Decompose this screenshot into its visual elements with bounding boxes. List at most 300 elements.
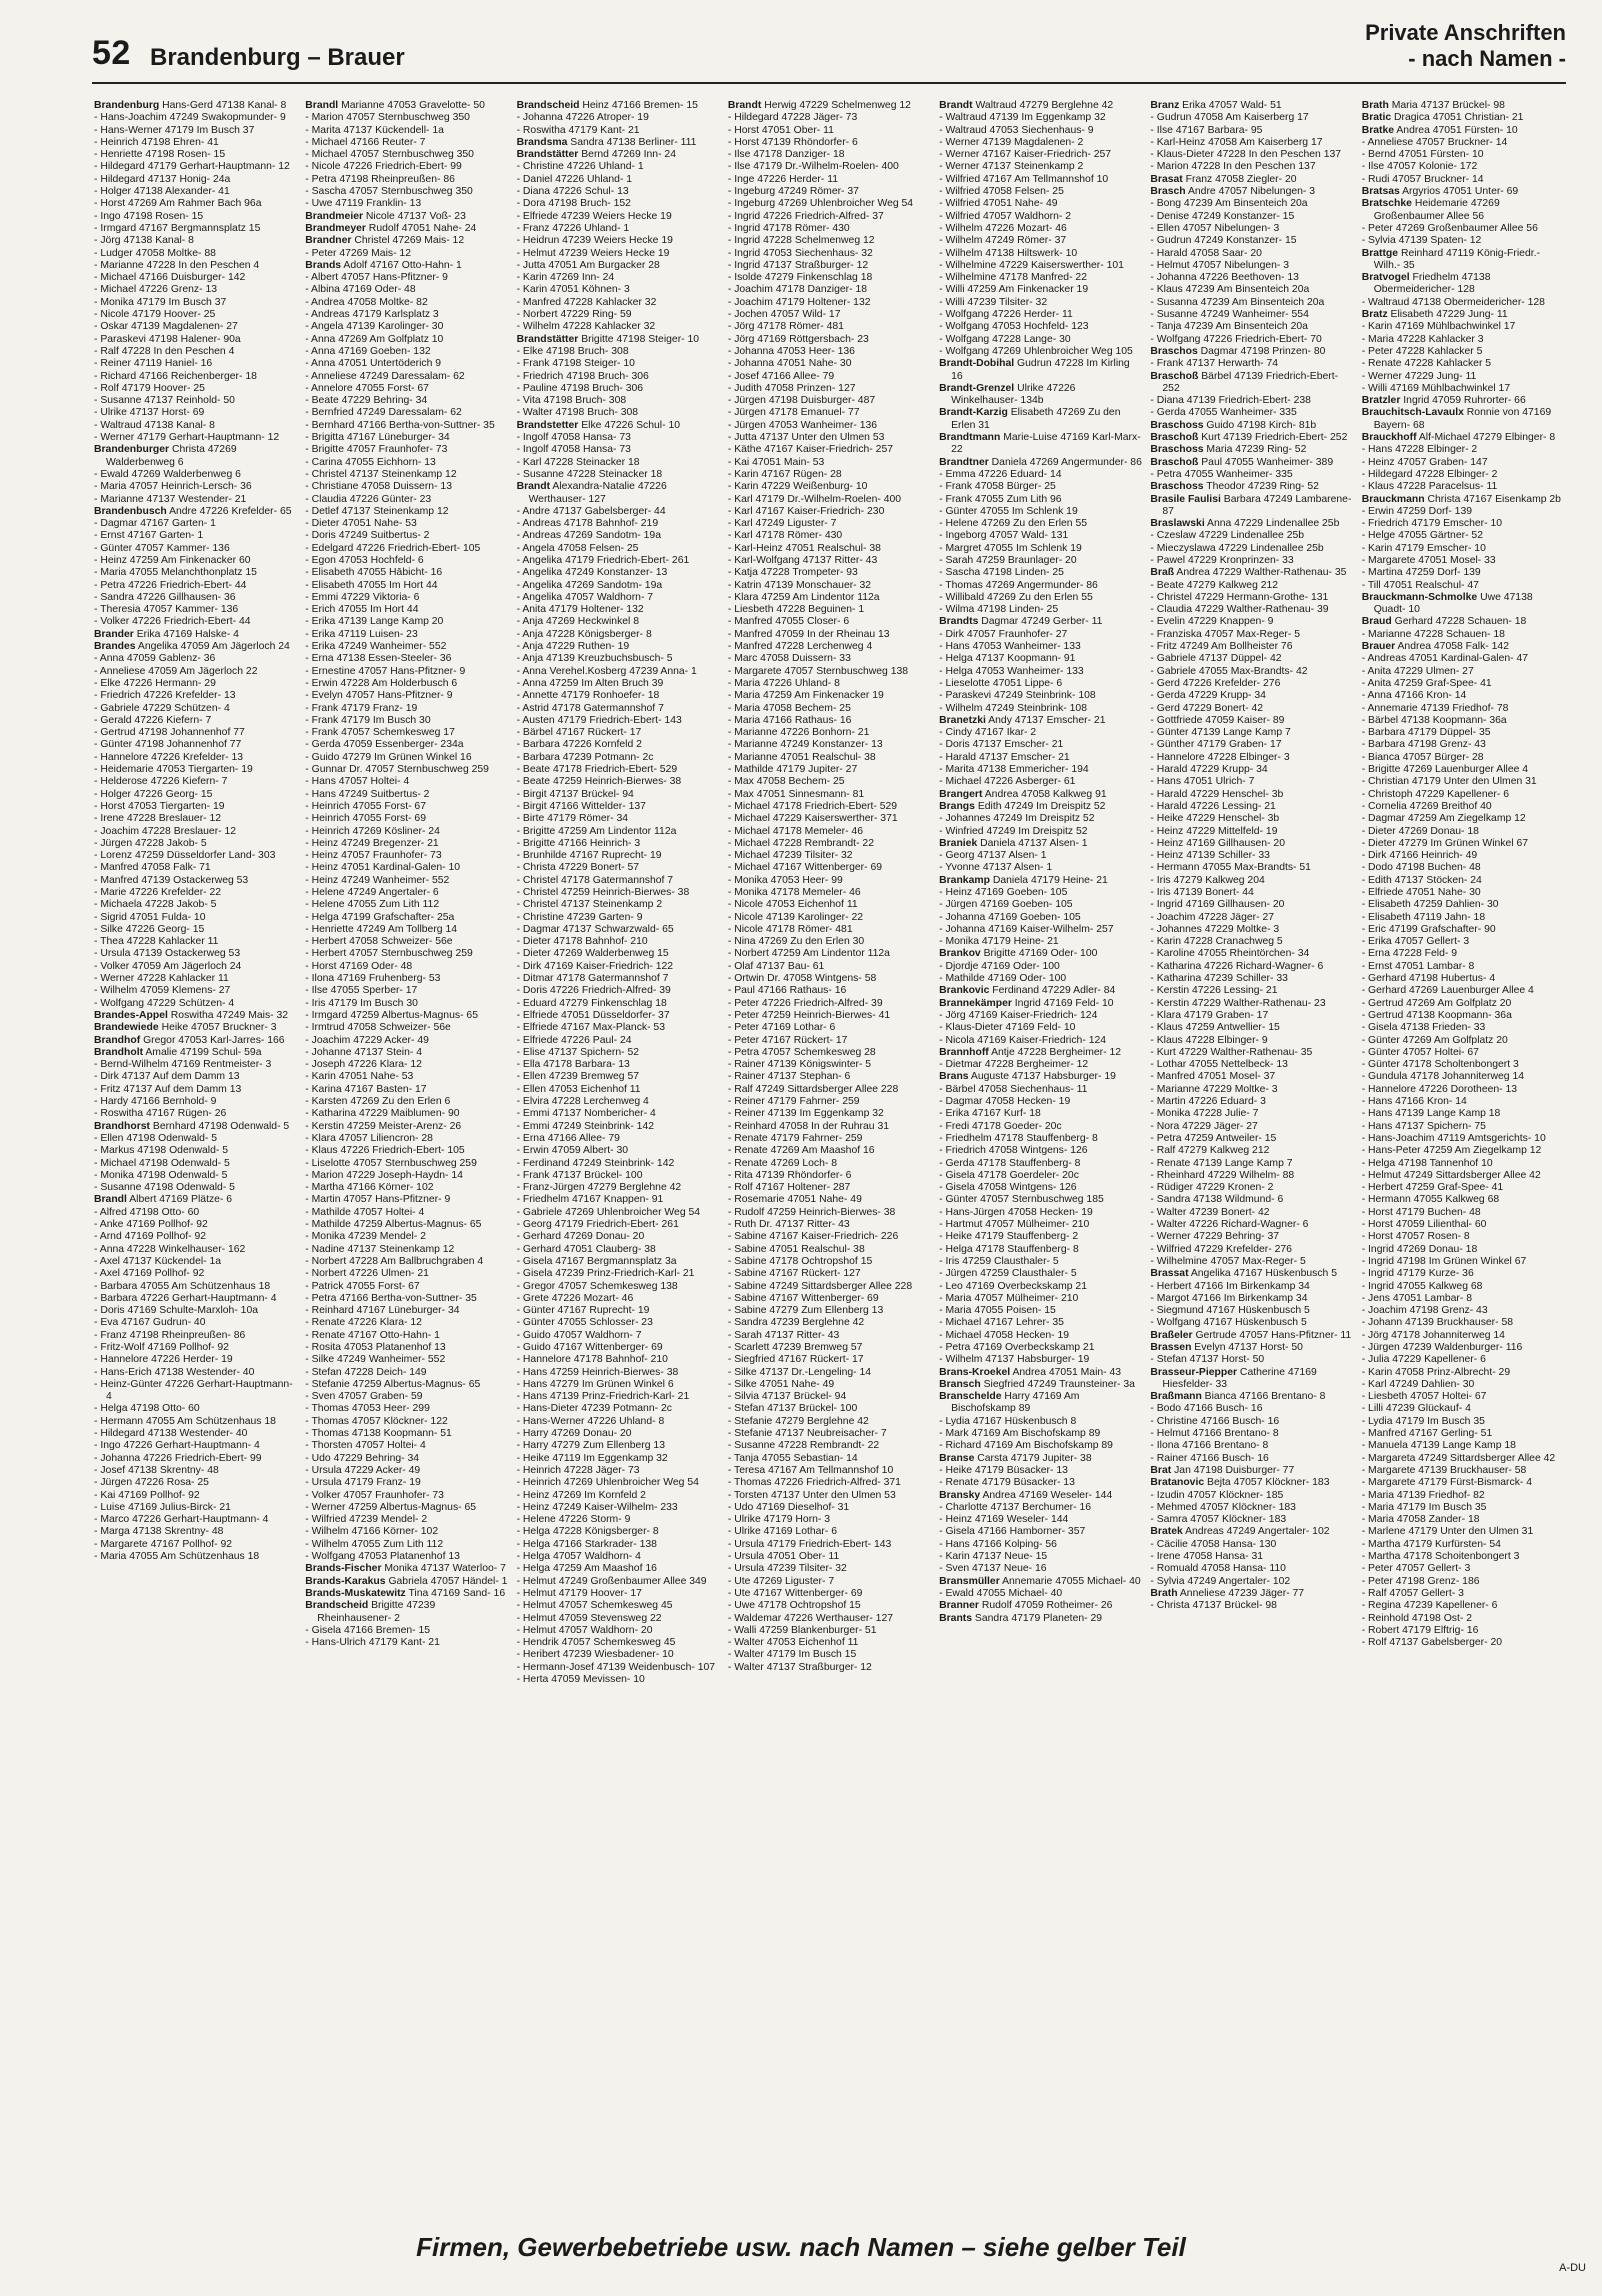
entry-text: Evelyn 47137 Horst- 50: [1191, 1341, 1303, 1353]
directory-entry: [94, 764, 298, 776]
directory-entry: [1150, 1317, 1354, 1329]
entry-text: - Maria 47058 Zander- 18: [1361, 1514, 1480, 1526]
directory-entry: [517, 223, 721, 235]
directory-entry: [517, 961, 721, 973]
entry-text: - Albina 47169 Oder- 48: [305, 284, 416, 296]
directory-entry: [939, 1502, 1143, 1514]
surname: Brangert: [939, 788, 983, 800]
directory-entry: [517, 420, 721, 432]
directory-entry: [1150, 395, 1354, 407]
directory-entry: [728, 125, 932, 137]
directory-entry: [1362, 715, 1566, 727]
directory-entry: [728, 395, 932, 407]
entry-text: - Wilhelm 47228 Kahlacker 32: [516, 321, 656, 333]
directory-entry: [1362, 1281, 1566, 1293]
entry-text: - Regina 47239 Kapellener- 6: [1361, 1600, 1498, 1612]
surname: Brankamp: [939, 874, 990, 886]
directory-entry: [517, 1588, 721, 1600]
entry-text: - Heinz 47249 Bregenzer- 21: [305, 837, 439, 849]
entry-text: - Djordje 47169 Oder- 100: [939, 960, 1060, 972]
entry-text: - Martina 47259 Dorf- 139: [1361, 567, 1481, 579]
entry-text: - Theresia 47057 Kammer- 136: [94, 604, 239, 616]
directory-entry: [1362, 1207, 1566, 1219]
entry-text: - Klaus 47228 Paracelsus- 11: [1361, 481, 1498, 493]
entry-text: - Mathilde 47169 Oder- 100: [939, 973, 1067, 985]
entry-text: - Thea 47228 Kahlacker 11: [94, 936, 219, 948]
directory-entry: [939, 407, 1143, 432]
directory-entry: [1362, 764, 1566, 776]
entry-text: - Hildegard 47138 Westender- 40: [94, 1428, 248, 1440]
entry-text: - Thomas 47057 Klöckner- 122: [305, 1415, 448, 1427]
entry-text: - Brigitte 47057 Fraunhofer- 73: [305, 444, 448, 456]
directory-entry: [1150, 813, 1354, 825]
directory-entry: [939, 727, 1143, 739]
entry-text: - Hannelore 47226 Krefelder- 13: [94, 751, 244, 763]
entry-text: - Rudolf 47259 Heinrich-Bierwes- 38: [727, 1206, 896, 1218]
entry-text: - Rudi 47057 Bruckner- 14: [1361, 173, 1484, 185]
directory-entry: [94, 112, 298, 124]
entry-text: - Sandra 47239 Berglehne 42: [727, 1317, 865, 1329]
directory-entry: [939, 1194, 1143, 1206]
directory-entry: [94, 100, 298, 112]
entry-text: - Herta 47059 Mevissen- 10: [516, 1674, 645, 1685]
directory-entry: [1150, 371, 1354, 396]
entry-text: Brigitte 47198 Steiger- 10: [578, 333, 700, 345]
entry-text: - Gerda 47178 Stauffenberg- 8: [939, 1157, 1081, 1169]
directory-entry: [1362, 752, 1566, 764]
directory-entry: [94, 309, 298, 321]
entry-text: - Marco 47226 Gerhart-Hauptmann- 4: [94, 1514, 269, 1526]
entry-text: - Roswitha 47179 Kant- 21: [516, 124, 640, 136]
directory-entry: [94, 395, 298, 407]
directory-entry: [728, 592, 932, 604]
entry-text: - Nicole 47139 Karolinger- 22: [727, 911, 863, 923]
directory-entry: [94, 739, 298, 751]
entry-text: - Manfred 47055 Closer- 6: [727, 616, 850, 628]
entry-text: - Bernhard 47166 Bertha-von-Suttner- 35: [305, 419, 495, 431]
entry-text: Daniela 47137 Alsen- 1: [977, 837, 1088, 849]
directory-entry: [517, 1367, 721, 1379]
directory-entry: [94, 1145, 298, 1157]
directory-entry: [1150, 1268, 1354, 1280]
directory-entry: [305, 334, 509, 346]
entry-text: - Richard 47169 Am Bischofskamp 89: [939, 1440, 1113, 1452]
directory-entry: [305, 371, 509, 383]
directory-entry: [1150, 653, 1354, 665]
entry-text: - Günter 47178 Scholtenbongert 3: [1361, 1059, 1519, 1071]
directory-entry: [94, 1490, 298, 1502]
entry-text: - Marion 47057 Sternbuschweg 350: [305, 112, 470, 124]
entry-text: - Werner 47228 Kahlacker 11: [94, 973, 229, 985]
entry-text: - Liselotte 47057 Sternbuschweg 259: [305, 1157, 477, 1169]
entry-text: - Jörg 47178 Römer- 481: [727, 321, 844, 333]
entry-text: - Heinrich 47055 Forst- 69: [305, 813, 426, 825]
directory-entry: [728, 899, 932, 911]
entry-text: - Günter 47057 Holtei- 67: [1361, 1046, 1479, 1058]
entry-text: - Jürgen 47259 Clausthaler- 5: [939, 1268, 1077, 1280]
entry-text: - Ellen 47239 Bremweg 57: [516, 1071, 640, 1083]
entry-text: - Izudin 47057 Klöckner- 185: [1150, 1489, 1284, 1501]
entry-text: - Marita 47138 Emmericher- 194: [939, 764, 1089, 776]
entry-text: - Cornelia 47269 Breithof 40: [1361, 800, 1492, 812]
surname: Brans: [939, 1071, 969, 1083]
entry-text: - Harald 47137 Emscher- 21: [939, 751, 1070, 763]
entry-text: - Hans-Erich 47138 Westender- 40: [94, 1366, 255, 1378]
directory-entry: [305, 1084, 509, 1096]
entry-text: - Fritz 47249 Am Bollheister 76: [1150, 641, 1293, 653]
directory-entry: [517, 1047, 721, 1059]
entry-text: - Kurt 47229 Walther-Rathenau- 35: [1150, 1046, 1313, 1058]
directory-entry: [94, 1379, 298, 1404]
directory-entry: [1362, 1194, 1566, 1206]
entry-text: - Lieselotte 47051 Lippe- 6: [939, 677, 1063, 689]
directory-entry: [94, 838, 298, 850]
directory-entry: [517, 703, 721, 715]
directory-entry: [728, 936, 932, 948]
directory-entry: [1362, 1305, 1566, 1317]
surname: Brangs: [939, 800, 975, 812]
entry-text: - Sabine 47249 Sittardsberger Allee 228: [727, 1280, 913, 1292]
directory-entry: [728, 973, 932, 985]
entry-text: Dagmar 47198 Prinzen- 80: [1197, 345, 1326, 357]
directory-entry: [728, 334, 932, 346]
entry-text: - Angelika 47179 Friedrich-Ebert- 261: [516, 554, 690, 566]
entry-text: - Heinz-Günter 47226 Gerhart-Hauptmann- 4: [94, 1378, 293, 1403]
directory-entry: [517, 530, 721, 542]
directory-entry: [939, 580, 1143, 592]
directory-entry: [1150, 1145, 1354, 1157]
directory-entry: [305, 149, 509, 161]
entry-text: - Arnd 47169 Pollhof- 92: [94, 1231, 207, 1243]
entry-text: - Katharina 47226 Richard-Wagner- 6: [1150, 960, 1324, 972]
entry-text: - Gisela 47167 Bergmannsplatz 3a: [516, 1255, 677, 1267]
entry-text: - Karoline 47055 Rheintörchen- 34: [1150, 948, 1310, 960]
surname: Bratek: [1150, 1526, 1183, 1538]
entry-text: - Hermann 47055 Kalkweg 68: [1361, 1194, 1500, 1206]
directory-entry: [728, 1342, 932, 1354]
entry-text: - Ursula 47229 Acker- 49: [305, 1464, 421, 1476]
entry-text: - Walter 47137 Straßburger- 12: [727, 1661, 872, 1673]
entry-text: - Jürgen 47169 Goeben- 105: [939, 899, 1073, 911]
entry-text: - Erika 47057 Gellert- 3: [1361, 936, 1470, 948]
directory-entry: [517, 1022, 721, 1034]
entry-text: - Klaus-Dieter 47228 In den Peschen 137: [1150, 149, 1342, 161]
directory-entry: [728, 616, 932, 628]
directory-entry: [305, 1219, 509, 1231]
directory-entry: [305, 592, 509, 604]
directory-entry: [517, 1490, 721, 1502]
entry-text: - Ingrid 47226 Friedrich-Alfred- 37: [727, 210, 884, 222]
entry-text: - Johanna 47226 Atroper- 19: [516, 112, 649, 124]
entry-text: - Jürgen 47239 Waldenburger- 116: [1361, 1341, 1523, 1353]
directory-entry: [1362, 383, 1566, 395]
entry-text: - Margarete 47167 Pollhof- 92: [94, 1538, 233, 1550]
directory-entry: [305, 1108, 509, 1120]
entry-text: - Barbara 47226 Kornfeld 2: [516, 739, 642, 751]
directory-entry: [728, 1317, 932, 1329]
entry-text: - Wilfried 47058 Felsen- 25: [939, 186, 1064, 198]
entry-text: - Ralf 47249 Sittardsberger Allee 228: [727, 1083, 899, 1095]
entry-text: - Michaela 47228 Jakob- 5: [94, 899, 217, 911]
directory-entry: [517, 887, 721, 899]
directory-entry: [94, 260, 298, 272]
entry-text: - Hans 47057 Holtei- 4: [305, 776, 410, 788]
entry-text: - Hannelore 47226 Herder- 19: [94, 1354, 233, 1366]
directory-entry: [517, 1576, 721, 1588]
entry-text: - Emmi 47137 Nombericher- 4: [516, 1108, 656, 1120]
entry-text: - Friedrich 47179 Emscher- 10: [1361, 518, 1503, 530]
directory-entry: [728, 371, 932, 383]
directory-entry: [517, 1170, 721, 1182]
entry-text: - Karl 47167 Kaiser-Friedrich- 230: [727, 505, 885, 517]
directory-entry: [517, 899, 721, 911]
entry-text: - Franz 47198 Rheinpreußen- 86: [94, 1329, 246, 1341]
surname: Brath: [1150, 1587, 1178, 1599]
entry-text: - Nora 47229 Jäger- 27: [1150, 1120, 1258, 1132]
directory-entry: [517, 518, 721, 530]
entry-text: - Heinz 47269 Im Kornfeld 2: [516, 1489, 646, 1501]
directory-entry: [94, 1071, 298, 1083]
entry-text: - Lydia 47167 Hüskenbusch 8: [939, 1415, 1077, 1427]
entry-text: - Frank 47137 Herwarth- 74: [1150, 358, 1279, 370]
entry-text: - Iris 47259 Clausthaler- 5: [939, 1255, 1059, 1267]
entry-text: - Karin 47167 Rügen- 28: [727, 468, 842, 480]
directory-entry: [305, 506, 509, 518]
directory-entry: [517, 1563, 721, 1575]
entry-text: - Ingolf 47058 Hansa- 73: [516, 432, 631, 444]
directory-entry: [94, 383, 298, 395]
entry-text: - Peter 47167 Rückert- 17: [727, 1034, 848, 1046]
directory-entry: [517, 567, 721, 579]
entry-text: Daniela 47269 Angermunder- 86: [988, 456, 1142, 468]
entry-text: - Jürgen 47178 Emanuel- 77: [727, 407, 860, 419]
directory-entry: [1150, 1207, 1354, 1219]
entry-text: - Katharina 47239 Schiller- 33: [1150, 973, 1288, 985]
directory-entry: [94, 211, 298, 223]
entry-text: - Anja 47228 Königsberger- 8: [516, 628, 652, 640]
directory-entry: [939, 1059, 1143, 1071]
directory-entry: [1362, 985, 1566, 997]
directory-entry: [1362, 1391, 1566, 1403]
entry-text: - Michael 47198 Odenwald- 5: [94, 1157, 230, 1169]
directory-entry: [94, 924, 298, 936]
directory-entry: [728, 1268, 932, 1280]
directory-entry: [305, 494, 509, 506]
entry-text: - Anna Verehel.Kosberg 47239 Anna- 1: [516, 665, 697, 677]
entry-text: - Karina 47167 Basten- 17: [305, 1083, 427, 1095]
directory-entry: [1150, 850, 1354, 862]
surname: Braniek: [939, 837, 978, 849]
directory-entry: [1362, 1145, 1566, 1157]
entry-text: - Ulrike 47179 Horn- 3: [727, 1514, 831, 1526]
directory-entry: [939, 703, 1143, 715]
directory-entry: [728, 1551, 932, 1563]
directory-entry: [305, 1477, 509, 1489]
entry-text: - Pawel 47229 Kronprinzen- 33: [1150, 554, 1294, 566]
directory-entry: [94, 543, 298, 555]
entry-text: - Eduard 47279 Finkenschlag 18: [516, 997, 667, 1009]
entry-text: - Hans-Werner 47226 Uhland- 8: [516, 1415, 665, 1427]
entry-text: Erika 47057 Wald- 51: [1179, 100, 1282, 111]
directory-entry: [1362, 457, 1566, 469]
directory-entry: [1150, 703, 1354, 715]
directory-entry: [305, 1194, 509, 1206]
directory-entry: [1362, 653, 1566, 665]
entry-text: - Heinrich 47198 Ehren- 41: [94, 136, 219, 148]
directory-entry: [939, 161, 1143, 173]
directory-entry: [1362, 1502, 1566, 1514]
surname: Brandenburger: [94, 444, 170, 456]
entry-text: - Ellen 47198 Odenwald- 5: [94, 1132, 218, 1144]
entry-text: - Bärbel 47058 Siechenhaus- 11: [939, 1083, 1088, 1095]
directory-entry: [94, 469, 298, 481]
entry-text: - Maria 47055 Am Schützenhaus 18: [94, 1551, 260, 1563]
entry-text: - Karin 47229 Weißenburg- 10: [727, 481, 868, 493]
entry-text: - Joachim 47179 Holtener- 132: [727, 296, 871, 308]
directory-entry: [939, 481, 1143, 493]
entry-text: - Stefanie 47259 Albertus-Magnus- 65: [305, 1378, 481, 1390]
entry-text: - Katharina 47229 Maiblumen- 90: [305, 1108, 460, 1120]
directory-entry: [94, 1256, 298, 1268]
entry-text: - Liesbeth 47228 Beguinen- 1: [727, 604, 865, 616]
entry-text: - Christiane 47058 Duissern- 13: [305, 481, 452, 493]
surname: Bransmüller: [939, 1575, 1000, 1587]
directory-entry: [517, 985, 721, 997]
directory-entry: [728, 469, 932, 481]
directory-entry: [1362, 875, 1566, 887]
entry-text: - Edelgard 47226 Friedrich-Ebert- 105: [305, 542, 481, 554]
entry-text: - Helga 47198 Tannenhof 10: [1361, 1157, 1493, 1169]
entry-text: - Hildegard 47179 Gerhart-Hauptmann- 12: [94, 161, 290, 173]
entry-text: Andre 47226 Krefelder- 65: [166, 505, 292, 517]
directory-entry: [728, 235, 932, 247]
directory-entry: [517, 1071, 721, 1083]
directory-entry: [517, 1281, 721, 1293]
entry-text: - Wolfgang 47053 Platanenhof 13: [305, 1551, 460, 1563]
entry-text: - Mieczyslawa 47229 Lindenallee 25b: [1150, 542, 1324, 554]
directory-entry: [1150, 149, 1354, 161]
directory-entry: [728, 715, 932, 727]
directory-entry: [939, 506, 1143, 518]
entry-text: - Udo 47169 Dieselhof- 31: [727, 1501, 850, 1513]
directory-entry: [94, 604, 298, 616]
entry-text: - Astrid 47178 Gatermannshof 7: [516, 702, 664, 714]
directory-entry: [1150, 1453, 1354, 1465]
entry-text: - Marianne 47137 Westender- 21: [94, 493, 247, 505]
directory-entry: [728, 260, 932, 272]
entry-text: - Stefan 47228 Deich- 149: [305, 1366, 427, 1378]
directory-entry: [728, 1416, 932, 1428]
entry-text: Bianca 47166 Brentano- 8: [1201, 1391, 1326, 1403]
entry-text: - Sigrid 47051 Fulda- 10: [94, 911, 206, 923]
entry-text: Barbara 47249 Lambarene- 87: [1162, 493, 1352, 517]
directory-entry: [305, 1268, 509, 1280]
directory-entry: [305, 1170, 509, 1182]
entry-text: - Hans-Jürgen 47058 Hecken- 19: [939, 1206, 1093, 1218]
directory-entry: [517, 444, 721, 456]
directory-entry: [305, 739, 509, 751]
directory-entry: [728, 530, 932, 542]
entry-text: - Helene 47055 Zum Lith 112: [305, 899, 440, 911]
entry-text: - Emma 47226 Eduard- 14: [939, 468, 1062, 480]
directory-entry: [939, 543, 1143, 555]
entry-text: - Joachim 47229 Acker- 49: [305, 1034, 429, 1046]
entry-text: - Udo 47229 Behring- 34: [305, 1452, 420, 1464]
entry-text: - Karin 47058 Prinz-Albrecht- 29: [1361, 1366, 1511, 1378]
directory-entry: [94, 1084, 298, 1096]
surname: Brandenburg: [94, 100, 160, 111]
surname: Brandl: [94, 1194, 127, 1206]
directory-entry: [305, 1465, 509, 1477]
directory-entry: [517, 592, 721, 604]
directory-entry: [1362, 1256, 1566, 1268]
directory-entry: [305, 407, 509, 419]
directory-entry: [305, 1354, 509, 1366]
entry-text: - Karin 47169 Mühlbachwinkel 17: [1361, 321, 1516, 333]
surname: Braslawski: [1150, 518, 1205, 530]
entry-text: Anna 47229 Lindenallee 25b: [1204, 518, 1340, 530]
entry-text: - Wilhelm 47249 Römer- 37: [939, 235, 1067, 247]
surname: Brandscheid: [516, 100, 580, 111]
surname: Brandt-Karzig: [939, 407, 1008, 419]
entry-text: - Hildegard 47228 Jäger- 73: [727, 112, 858, 124]
surname: Brauckhoff: [1361, 432, 1417, 444]
entry-text: Annemarie 47055 Michael- 40: [999, 1575, 1141, 1587]
entry-text: - Christel 47137 Steinenkamp 2: [516, 899, 663, 911]
directory-entry: [517, 432, 721, 444]
entry-text: - Josef 47138 Skrentny- 48: [94, 1464, 219, 1476]
directory-entry: [1362, 309, 1566, 321]
directory-entry: [939, 284, 1143, 296]
directory-entry: [305, 862, 509, 874]
directory-entry: [728, 629, 932, 641]
directory-entry: [305, 666, 509, 678]
directory-entry: [517, 309, 721, 321]
surname: Brandstetter: [516, 419, 579, 431]
directory-entry: [305, 1342, 509, 1354]
directory-entry: [1150, 1440, 1354, 1452]
entry-text: - Anna 47051 Untertöderich 9: [305, 358, 442, 370]
surname: Bratic: [1361, 112, 1392, 124]
entry-text: - Anneliese 47057 Bruckner- 14: [1361, 136, 1508, 148]
entry-text: - Maria 47055 Melanchthonplatz 15: [94, 567, 257, 579]
entry-text: - Holger 47138 Alexander- 41: [94, 186, 230, 198]
directory-entry: [939, 641, 1143, 653]
surname: Brauer: [1361, 641, 1396, 653]
directory-entry: [939, 1170, 1143, 1182]
directory-entry: [728, 457, 932, 469]
entry-text: - Olaf 47137 Bau- 61: [727, 960, 825, 972]
entry-text: - Claudia 47226 Günter- 23: [305, 493, 432, 505]
directory-entry: [939, 1453, 1143, 1465]
entry-text: - Franz-Jürgen 47279 Berglehne 42: [516, 1182, 682, 1194]
directory-entry: [728, 752, 932, 764]
entry-text: Gregor 47053 Karl-Jarres- 166: [140, 1034, 285, 1046]
directory-entry: [517, 260, 721, 272]
directory-entry: [305, 973, 509, 985]
entry-text: - Katja 47228 Trompeter- 93: [727, 567, 858, 579]
directory-entry: [939, 1121, 1143, 1133]
directory-entry: [94, 481, 298, 493]
directory-entry: [517, 1649, 721, 1661]
directory-entry: [1362, 1121, 1566, 1133]
entry-text: - Guido 47167 Wittenberger- 69: [516, 1341, 663, 1353]
entry-text: - Karl-Heinz 47058 Am Kaiserberg 17: [1150, 136, 1323, 148]
entry-text: - Renate 47269 Am Maashof 16: [727, 1145, 875, 1157]
directory-entry: [517, 1035, 721, 1047]
entry-text: - Brunhilde 47167 Ruprecht- 19: [516, 850, 662, 862]
directory-entry: [1362, 1477, 1566, 1489]
